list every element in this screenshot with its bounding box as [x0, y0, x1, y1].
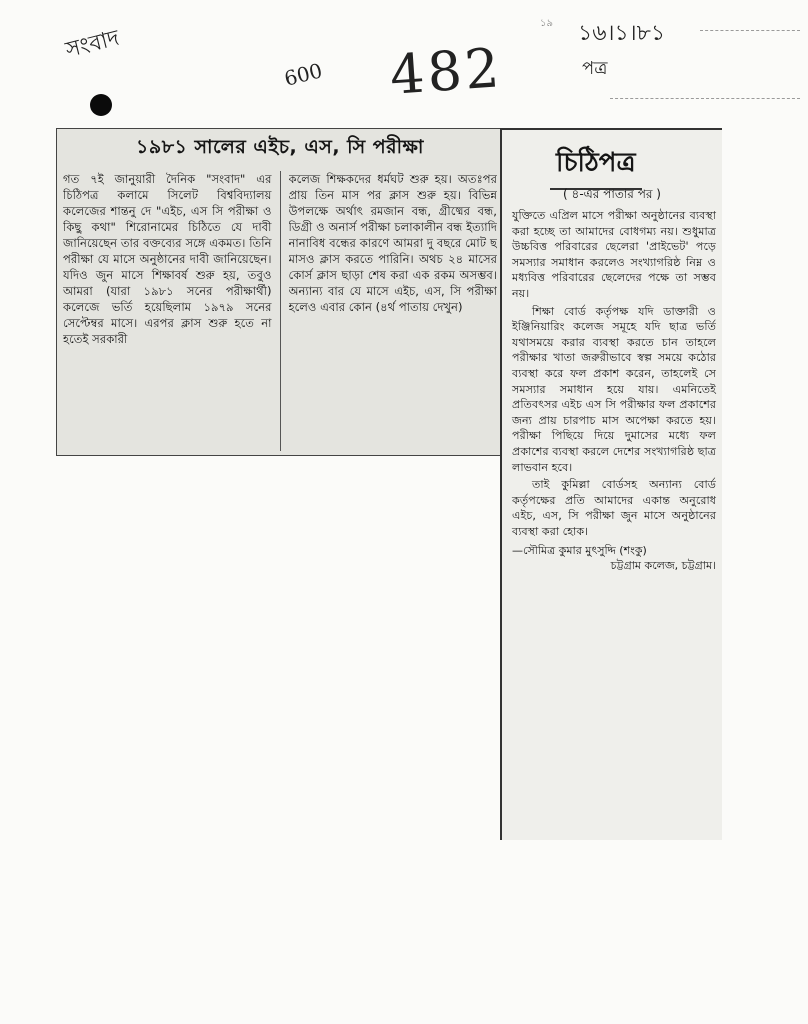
handwritten-page-number: 482 [387, 36, 505, 107]
article-column-2: কলেজ শিক্ষকদের ধর্মঘট শুরু হয়। অতঃপর প্রায় তিন মাস পর ক্লাস শুরু হয়। বিভিন্ন উপলক্ষে অর্থাৎ রমজান বন্ধ, গ্রীষ্মের বন্ধ, ডিগ্রী ও অনার্স পরীক্ষা চলাকালীন বন্ধ ইত্যাদি নানাবিধ বন্ধের কারণে আমরা দু বছরে মোট ছ মাসও ক্লাস করতে পারিনি। অথচ ২৪ মাসের কোর্স ক্লাস ছাড়া শেষ করা এক রকম অসম্ভব। অন্যান্য বার যে মাসে এইচ, এস, সি পরীক্ষা হলেও এবার কোন (৪র্থ পাতায় দেখুন) [288, 172, 497, 314]
stamp-mark: ১৯ [540, 18, 553, 29]
continued-note: ( ৪-এর পাতার পর ) [563, 187, 661, 201]
letter-paragraph: শিক্ষা বোর্ড কর্তৃপক্ষ যদি ডাক্তারী ও ইঞ্জিনিয়ারিং কলেজ সমূহে যদি ছাত্র ভর্তি যথাসময়ে করার ব্যবস্থা করতে চান তাহলে পরীক্ষার খাতা জরুরীভাবে স্বল্প সময়ে কঠোর ব্যবস্থা করে ফল প্রকাশ করেন, তাহলেই সে সমস্যার সমাধান হয়ে যায়। এমনিতেই প্রতিবৎসর এইচ এস সি পরীক্ষার ফল প্রকাশের জন্য প্রায় চারপাচ মাস অপেক্ষা করতে হয়। পরীক্ষা পিছিয়ে দিয়ে দুমাসের মধ্যে ফল প্রকাশের ব্যবস্থা করলে দেশের সংখ্যাগরিষ্ঠ ছাত্র লাভবান হবে। [512, 304, 716, 474]
signature-name: —সৌমিত্র কুমার মুৎসুদ্দি (শংকু) [512, 544, 647, 558]
handwritten-top-number: 009 [281, 57, 325, 91]
letter-signature [512, 543, 716, 573]
letters-body [512, 208, 716, 834]
article-headline: ১৯৮১ সালের এইচ, এস, সি পরীক্ষা [136, 136, 424, 158]
scan-artifact-line [610, 98, 800, 99]
handwritten-patra-note: পত্র [582, 58, 608, 79]
column-divider [280, 171, 281, 451]
ink-blot [90, 94, 112, 116]
letter-paragraph: তাই কুমিল্লা বোর্ডসহ অন্যান্য বোর্ড কর্তৃপক্ষের প্রতি আমাদের একান্ত অনুরোধ এইচ, এস, সি পরীক্ষা জুন মাসে অনুষ্ঠানের ব্যবস্থা করা হোক। [512, 478, 716, 538]
scan-artifact-line [700, 30, 800, 31]
letter-paragraph: যুক্তিতে এপ্রিল মাসে পরীক্ষা অনুষ্ঠানের ব্যবস্থা করা হচ্ছে তা আমাদের বোধগম্য নয়। শুধুমাত্র উচ্চবিত্ত পরিবারের ছেলেরা 'প্রাইভেট' পড়ে সমস্যার সমাধান করলেও সংখ্যাগরিষ্ঠ নিম্ন ও মধ্যবিত্ত পরিবারের ছেলেদের পক্ষে তা সম্ভব নয়। [512, 209, 716, 300]
letters-title: চিঠিপত্র [550, 142, 642, 190]
news-clipping-article [56, 128, 504, 456]
handwritten-date: ১৬।১।৮১ [578, 21, 666, 46]
handwritten-source-note: সংবাদ [63, 25, 122, 64]
letters-clipping [500, 128, 722, 840]
signature-place: চট্টগ্রাম কলেজ, চট্টগ্রাম। [610, 559, 716, 573]
article-column-1: গত ৭ই জানুয়ারী দৈনিক "সংবাদ" এর চিঠিপত্র কলামে সিলেট বিশ্ববিদ্যালয় কলেজের শান্তনু দে "এইচ, এস সি পরীক্ষা ও কিছু কথা" শিরোনামের চিঠিতে যে দাবী জানিয়েছেন তার বক্তব্যের সঙ্গে একমত। তিনি পরীক্ষা যে মাসে অনুষ্ঠানের দাবী জানিয়েছেন। যদিও জুন মাসে শিক্ষাবর্ষ শুরু হয়, তবুও আমরা (যারা ১৯৮১ সনের পরীক্ষার্থী) কলেজে ভর্তি হয়েছিলাম ১৯৭৯ সনের সেপ্টেম্বর মাসে। এরপর ক্লাস শুরু হতে না হতেই সরকারী [63, 172, 272, 346]
article-columns [63, 171, 497, 451]
